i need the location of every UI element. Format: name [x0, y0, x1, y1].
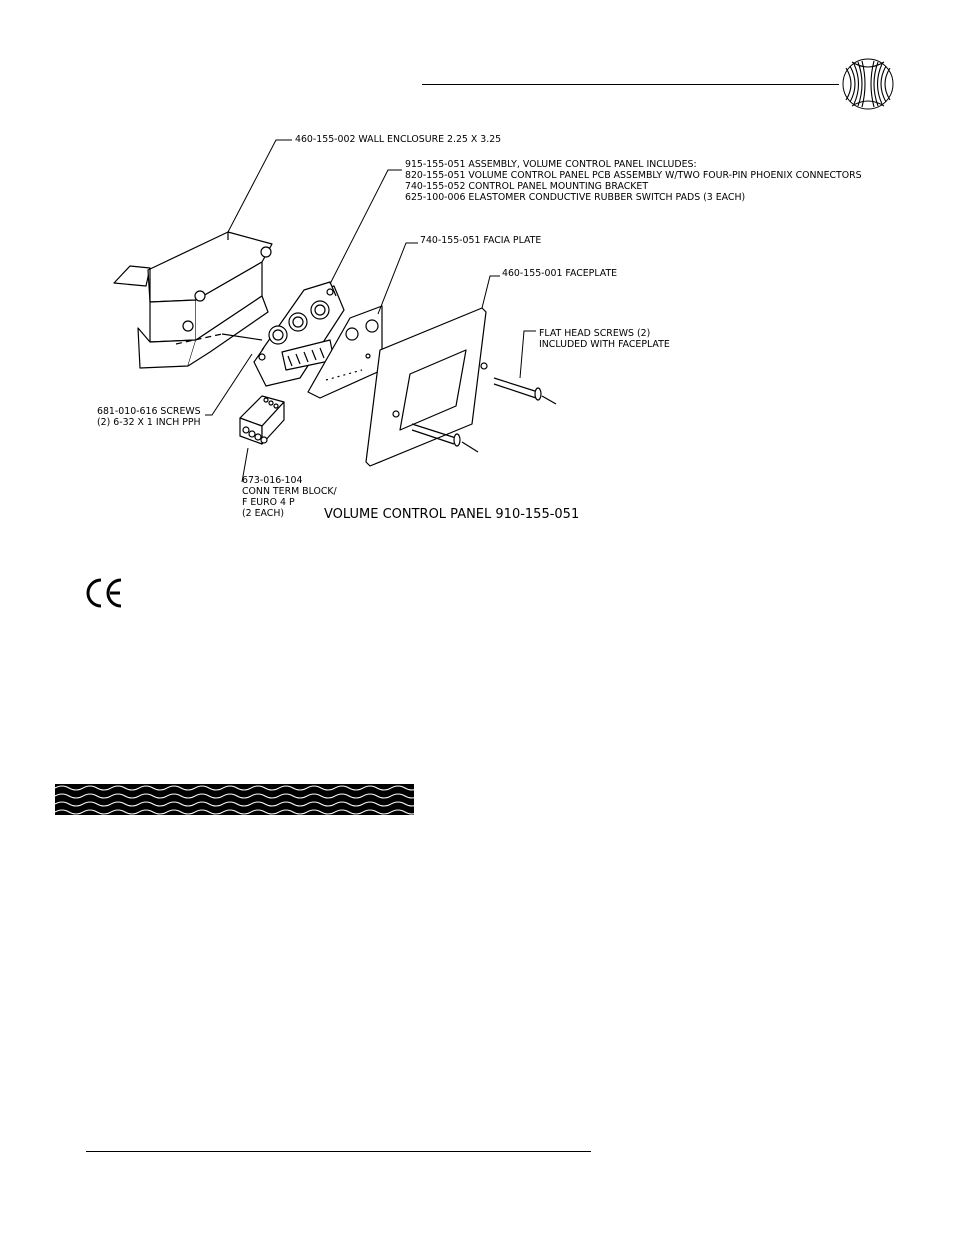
callout-term-line1: 673-016-104	[242, 475, 303, 486]
callout-term-line2: CONN TERM BLOCK/	[242, 486, 337, 497]
callout-term-line3: F EURO 4 P	[242, 497, 295, 508]
callout-term-line4: (2 EACH)	[242, 508, 285, 519]
callout-facia-plate: 740-155-051 FACIA PLATE	[420, 235, 542, 246]
callout-assembly-line2: 820-155-051 VOLUME CONTROL PANEL PCB ASSEMBLY W/TWO FOUR-PIN PHOENIX CONNECTORS	[405, 170, 862, 181]
faceplate-drawing	[366, 308, 487, 466]
wall-enclosure-drawing	[114, 232, 272, 368]
footer-rule	[86, 1151, 591, 1152]
callout-assembly-line1: 915-155-051 ASSEMBLY, VOLUME CONTROL PANEL INCLUDES:	[405, 159, 697, 170]
figure-caption: VOLUME CONTROL PANEL 910-155-051	[324, 507, 580, 522]
callout-screws-line2: (2) 6-32 X 1 INCH PPH	[97, 417, 201, 428]
callout-flat-screws-line2: INCLUDED WITH FACEPLATE	[539, 339, 670, 350]
exploded-assembly-drawing	[0, 0, 954, 560]
callout-assembly-line4: 625-100-006 ELASTOMER CONDUCTIVE RUBBER SWITCH PADS (3 EACH)	[405, 192, 746, 203]
section-banner	[55, 784, 414, 815]
terminal-block-drawing	[240, 396, 284, 444]
callout-wall-enclosure: 460-155-002 WALL ENCLOSURE 2.25 X 3.25	[295, 134, 502, 145]
callout-screws-line1: 681-010-616 SCREWS	[97, 406, 201, 417]
callout-flat-screws-line1: FLAT HEAD SCREWS (2)	[539, 328, 651, 339]
callout-assembly-line3: 740-155-052 CONTROL PANEL MOUNTING BRACKET	[405, 181, 649, 192]
callout-faceplate: 460-155-001 FACEPLATE	[502, 268, 618, 279]
ce-mark-icon	[84, 577, 126, 609]
